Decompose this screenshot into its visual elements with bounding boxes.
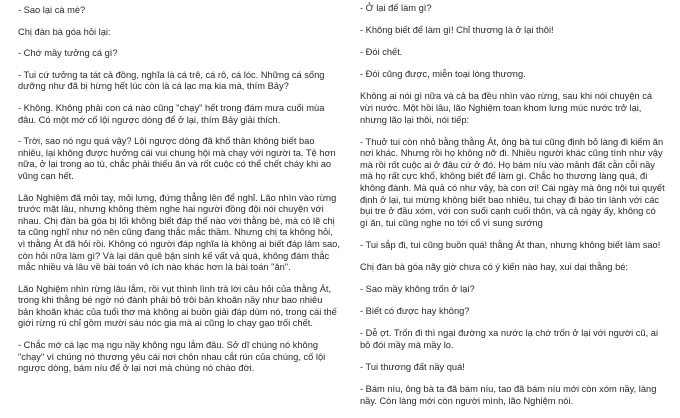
paragraph: - Sao mầy không trốn ở lại? <box>360 284 475 295</box>
paragraph: - Tui cứ tưởng ta tát cả đồng, nghĩa là cá trê, cá rô, cá lóc. Những cá sống dưỡng như đã bị hừng hết lúc còn là cá lạc mạ kia mà, thím Bảy? <box>18 69 325 92</box>
paragraph: - Đói chết. <box>360 47 403 58</box>
paragraph: - Thuở tui còn nhỏ bằng thằng Át, ông bà tui cũng định bỏ làng đi kiếm ăn nơi khác. Nhưng rồi họ không nỡ đi. Nhiều người khác cũng tính như vậy mà rồi rốt cuộc ai ở đâu cứ ở đó. Họ bám níu vào mảnh đất cằn cỗi nầy mà họ rất cực khổ, không biết để làm gì. Chắc họ thương làng quá, đi không đành. Mà quả có như vậy, bà con ơi! Cái ngày mà ông nội tui quyết định ở lại, tui mừng không biết bao nhiêu, tui chạy đi báo tin lành với các bụi tre ở đầu xóm, với con suối cạnh cuối thôn, và cả ngày ấy, không có gì ăn, tui cũng nghe no tới cổ vì sung sướng <box>360 136 665 228</box>
paragraph: - Trời, sao nó ngu quá vậy? Lội ngược dòng đã khổ thân không biết bao nhiêu, lại không được hưởng cái vui chung hội mà chạy với người ta. Tệ hơn nữa, ở lại trong ao tù, chắc phải thiếu ăn và rốt cuộc có thể chết cháy khi ao vũng cạn hết. <box>18 136 336 181</box>
right-column <box>360 0 665 418</box>
left-column <box>18 0 340 385</box>
paragraph: Chị đàn bà góa nãy giờ chưa có ý kiến nào hay, xui dại thằng bé: <box>360 262 628 272</box>
paragraph: - Biết có được hay không? <box>360 306 470 317</box>
paragraph: Không ai nói gì nữa và cả ba đều nhìn vào rừng, sau khi nói chuyện cá vừi nước. Một hồi lâu, lão Nghiệm toan khom lưng múc nước trở lại, nhưng lão lại thôi, nói tiếp: <box>360 91 653 125</box>
paragraph: - Dễ ợt. Trốn đi thì ngại đường xa nước lạ chớ trốn ở lại với người cũ, ai bỏ đói mầy mà mầy lo. <box>360 328 659 350</box>
paragraph: - Đói cũng được, miễn toại lòng thương. <box>360 69 526 80</box>
paragraph: - Tui sắp đi, tui cũng buồn quá! thằng Át than, nhưng không biết làm sao! <box>360 239 661 250</box>
paragraph: - Ở lại để làm gì? <box>360 3 432 13</box>
paragraph: - Sao lại cà mè? <box>18 5 86 15</box>
paragraph: - Chớ mầy tưởng cá gì? <box>18 48 118 59</box>
paragraph: Lão Nghiệm nhìn rừng lâu lắm, rồi vụt thình lình trả lời câu hỏi của thằng Át, trong khi thằng bé ngờ nó đành phải bỏ trôi bản khoăn nầy như bao nhiêu bản khoăn khác của tuổi thơ mà không ai buồn giải đáp dùm nó, trong cái thế giới rừng rú chỉ gồm mười sáu nóc gia mà ai cũng lo chạy gạo trối chết. <box>18 283 337 329</box>
paragraph: Lão Nghiệm đã mỏi tay, mỏi lưng, đứng thẳng lên để nghỉ. Lão nhìn vào rừng trước mặt lâu, nhưng không thèm nghe hai người đồng đội nói chuyện với nhau. Chị đàn bà góa bị lối không biết đáp thế nào với thằng bé, mà có lẽ chị ta cũng nghĩ như nó nên cũng đang thắc mắc thầm. Nhưng chị ta không hỏi, vì thằng Át đã hỏi rồi. Không có người đáp nghĩa là không ai biết đáp lâm sao, còn hỏi nữa làm gì? Và lại dân quê bận sinh kế vất vả quá, không đám thắc mắc nhiều và lâu về bài toán vô ích nào khác hơn là bài toán "ăn". <box>18 192 340 273</box>
paragraph: - Bám níu, ông bà ta đã bám níu, tao đã bám níu mới còn xóm nầy, làng nầy. Còn làng mới còn người mình, lão Nghiệm nói. <box>360 384 657 406</box>
paragraph: Chị đàn bà góa hỏi lại: <box>18 26 111 37</box>
paragraph: - Không. Không phải con cá nào cũng "chạy" hết trong đám mưa cuối mùa đâu. Có một mớ cố lội ngược dòng để ở lại, thím Bảy giải thích. <box>18 102 325 125</box>
paragraph: - Chắc mớ cá lạc mạ ngu nầy không ngu lắm đâu. Sở dĩ chúng nó không "chạy" vì chúng nó thương yêu cái nơi chôn nhau cắt rún của chúng, cố lội ngược dòng, bám níu để ở lại nơi mà chúng nó chào đời. <box>18 340 326 374</box>
paragraph: - Không biết để làm gì! Chỉ thương là ở lại thôi! <box>360 25 554 36</box>
paragraph: - Tui thương đất nầy quá! <box>360 361 465 372</box>
